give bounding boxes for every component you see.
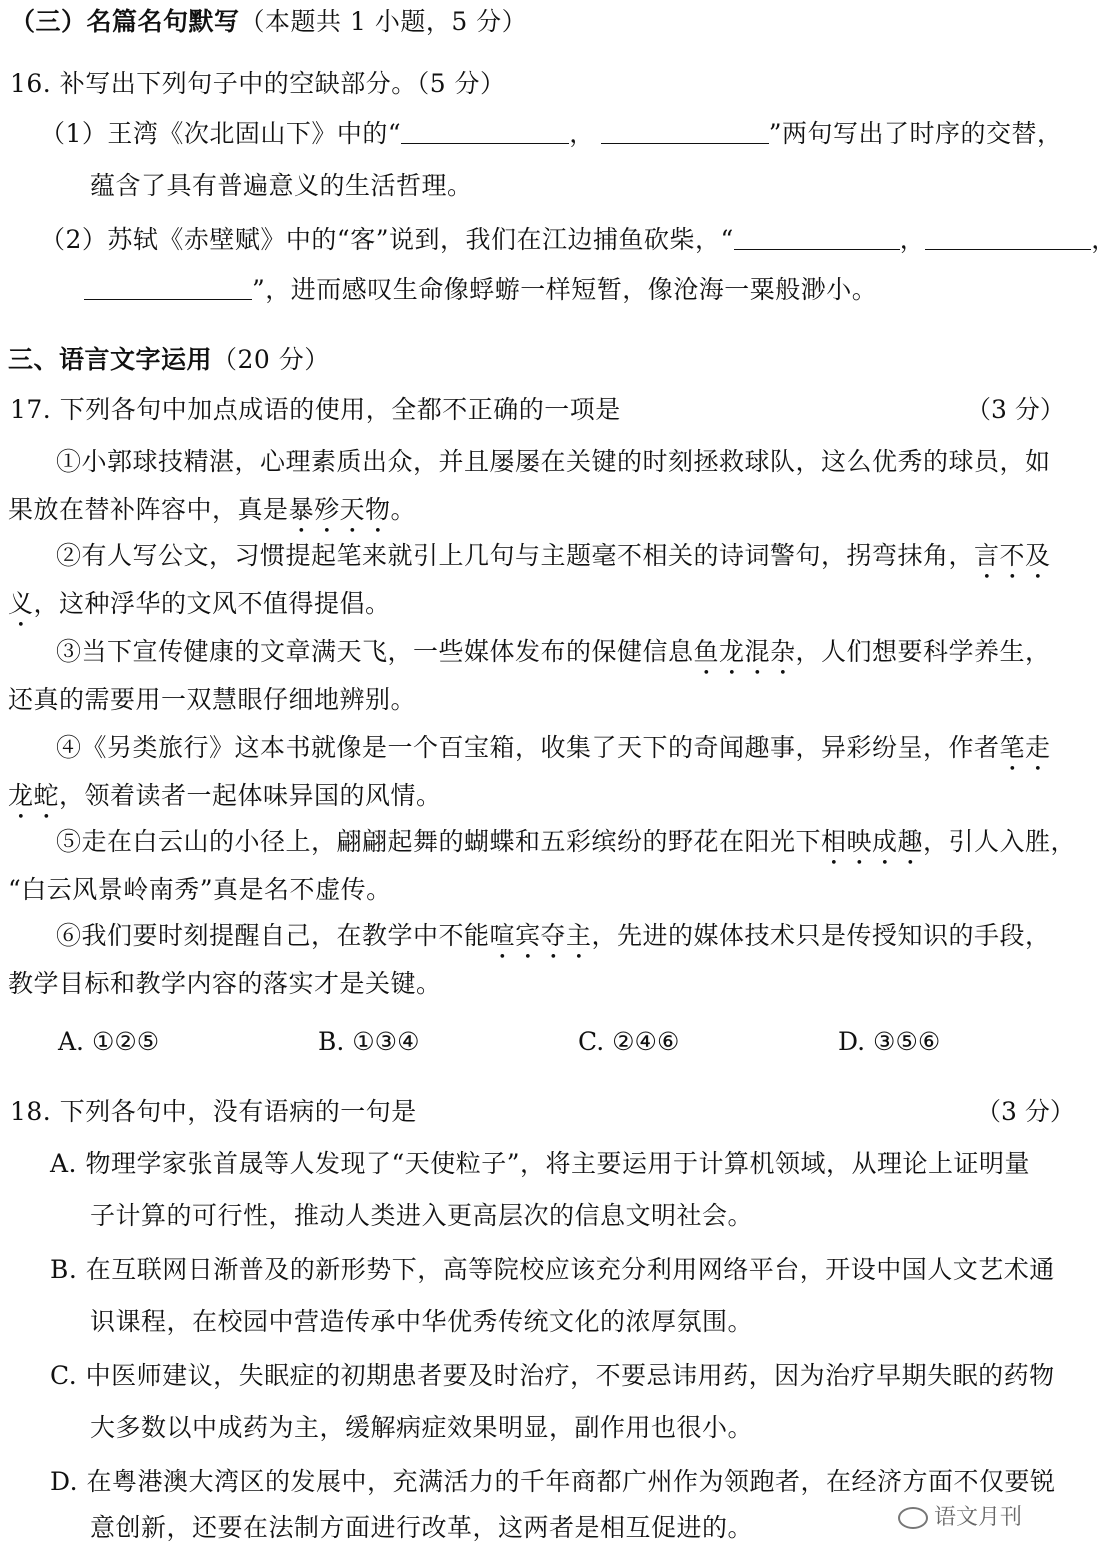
watermark-text: 语文月刊 [934, 1505, 1023, 1530]
q17-sentence-1-line1: ①小郭球技精湛，心理素质出众，并且屡屡在关键的时刻拯救球队，这么优秀的球员，如 [56, 447, 1051, 476]
q18-option-b-line1: B. 在互联网日渐普及的新形势下，高等院校应该充分利用网络平台，开设中国人文艺术通 [50, 1255, 1055, 1284]
section-heading-3 [10, 6, 527, 38]
q17-sentence-2-line2 [8, 588, 391, 633]
q18-option-b-line2: 识课程，在校园中营造传承中华优秀传统文化的浓厚氛围。 [90, 1307, 754, 1336]
answer-blank-3[interactable] [734, 227, 900, 250]
dotted-idiom: 暴殄天物 [288, 495, 391, 524]
q16-p1-text-a: （1）王湾《次北固山下》中的“ [40, 119, 402, 148]
q17-sentence-6-line2: 教学目标和教学内容的落实才是关键。 [8, 969, 442, 998]
q16-p2-text-a: （2）苏轼《赤壁赋》中的“客”说到，我们在江边捕鱼砍柴，“ [40, 225, 734, 254]
q16-p2-sep: ， [899, 225, 926, 254]
q16-part1-line1 [40, 118, 1063, 150]
text: 。 [390, 495, 417, 524]
q16-part1-line2: 蕴含了具有普遍意义的生活哲理。 [90, 171, 473, 200]
q16-p2-text-b: ”，进而感叹生命像蜉蝣一样短暂，像沧海一粟般渺小。 [252, 275, 878, 304]
dotted-idiom: 龙蛇 [8, 781, 60, 810]
dotted-idiom: 喧宾夺主 [489, 921, 592, 950]
q16-part2-line2 [84, 274, 877, 306]
dotted-idiom: 鱼龙混杂 [693, 637, 796, 666]
q16-p2-end: ， [1091, 225, 1117, 254]
q18-option-c-line1: C. 中医师建议，失眠症的初期患者要及时治疗，不要忌讳用药，因为治疗早期失眠的药物 [50, 1361, 1055, 1390]
answer-blank-4[interactable] [925, 227, 1091, 250]
q17-sentence-3-line2: 还真的需要用一双慧眼仔细地辨别。 [8, 685, 417, 714]
q17-sentence-1-line2 [8, 494, 416, 539]
q17-option-d[interactable]: D. ③⑤⑥ [838, 1027, 941, 1056]
answer-blank-5[interactable] [84, 277, 252, 300]
section-heading-language [8, 344, 330, 376]
text: ⑥我们要时刻提醒自己，在教学中不能 [56, 921, 490, 950]
answer-blank-2[interactable] [601, 121, 769, 144]
dotted-idiom: 义 [8, 589, 34, 618]
q18-option-c-line2: 大多数以中成药为主，缓解病症效果明显，副作用也很小。 [90, 1413, 754, 1442]
q17-sentence-5-line2: “白云风景岭南秀”真是名不虚传。 [8, 875, 392, 904]
question-18-stem: 18. 下列各句中，没有语病的一句是 [10, 1097, 417, 1126]
text: ③当下宣传健康的文章满天飞，一些媒体发布的保健信息 [56, 637, 694, 666]
q17-sentence-3-line1 [56, 636, 1051, 681]
text: ，人们想要科学养生， [795, 637, 1051, 666]
question-17-score: （3 分） [966, 395, 1065, 424]
q17-sentence-2-line1 [56, 540, 1051, 585]
question-17-stem: 17. 下列各句中加点成语的使用，全都不正确的一项是 [10, 395, 621, 424]
q16-part2-line1 [40, 224, 1117, 256]
dotted-idiom: 相映成趣 [821, 827, 924, 856]
text: ，这种浮华的文风不值得提倡。 [33, 589, 391, 618]
wechat-icon [898, 1507, 928, 1529]
watermark [898, 1500, 1022, 1531]
q16-p1-sep: ， [569, 119, 595, 148]
text: ④《另类旅行》这本书就像是一个百宝箱，收集了天下的奇闻趣事，异彩纷呈，作者 [56, 733, 1000, 762]
q17-option-a[interactable]: A. ①②⑤ [58, 1027, 160, 1056]
q16-p1-text-b: ”两句写出了时序的交替， [768, 119, 1063, 148]
dotted-idiom: 笔走 [999, 733, 1051, 762]
text: ，先进的媒体技术只是传授知识的手段， [591, 921, 1051, 950]
section-title: 三、语言文字运用 [8, 345, 213, 374]
text: ，引人入胜， [923, 827, 1077, 856]
q17-sentence-6-line1 [56, 920, 1051, 965]
q17-option-b[interactable]: B. ①③④ [318, 1027, 420, 1056]
q18-option-d-line2: 意创新，还要在法制方面进行改革，这两者是相互促进的。 [90, 1513, 754, 1542]
section-note: （20 分） [212, 345, 330, 374]
q18-option-d-line1: D. 在粤港澳大湾区的发展中，充满活力的千年商都广州作为领跑者，在经济方面不仅要锐 [50, 1467, 1056, 1496]
q18-option-a-line2: 子计算的可行性，推动人类进入更高层次的信息文明社会。 [90, 1201, 754, 1230]
question-16-stem: 16. 补写出下列句子中的空缺部分。（5 分） [10, 69, 506, 98]
q17-sentence-4-line1 [56, 732, 1051, 777]
q17-option-c[interactable]: C. ②④⑥ [578, 1027, 680, 1056]
q18-option-a-line1: A. 物理学家张首晟等人发现了“天使粒子”，将主要运用于计算机领域，从理论上证明量 [50, 1149, 1031, 1178]
q17-sentence-4-line2 [8, 780, 442, 825]
question-18-score: （3 分） [976, 1097, 1075, 1126]
text: ，领着读者一起体味异国的风情。 [59, 781, 442, 810]
text: ②有人写公文，习惯提起笔来就引上几句与主题毫不相关的诗词警句，拐弯抹角， [56, 541, 975, 570]
answer-blank-1[interactable] [401, 121, 569, 144]
section-note: （本题共 1 小题，5 分） [239, 7, 528, 36]
text: ⑤走在白云山的小径上，翩翩起舞的蝴蝶和五彩缤纷的野花在阳光下 [56, 827, 822, 856]
q17-sentence-5-line1 [56, 826, 1076, 871]
section-title: （三）名篇名句默写 [10, 7, 240, 36]
text: 果放在替补阵容中，真是 [8, 495, 289, 524]
dotted-idiom: 言不及 [974, 541, 1051, 570]
